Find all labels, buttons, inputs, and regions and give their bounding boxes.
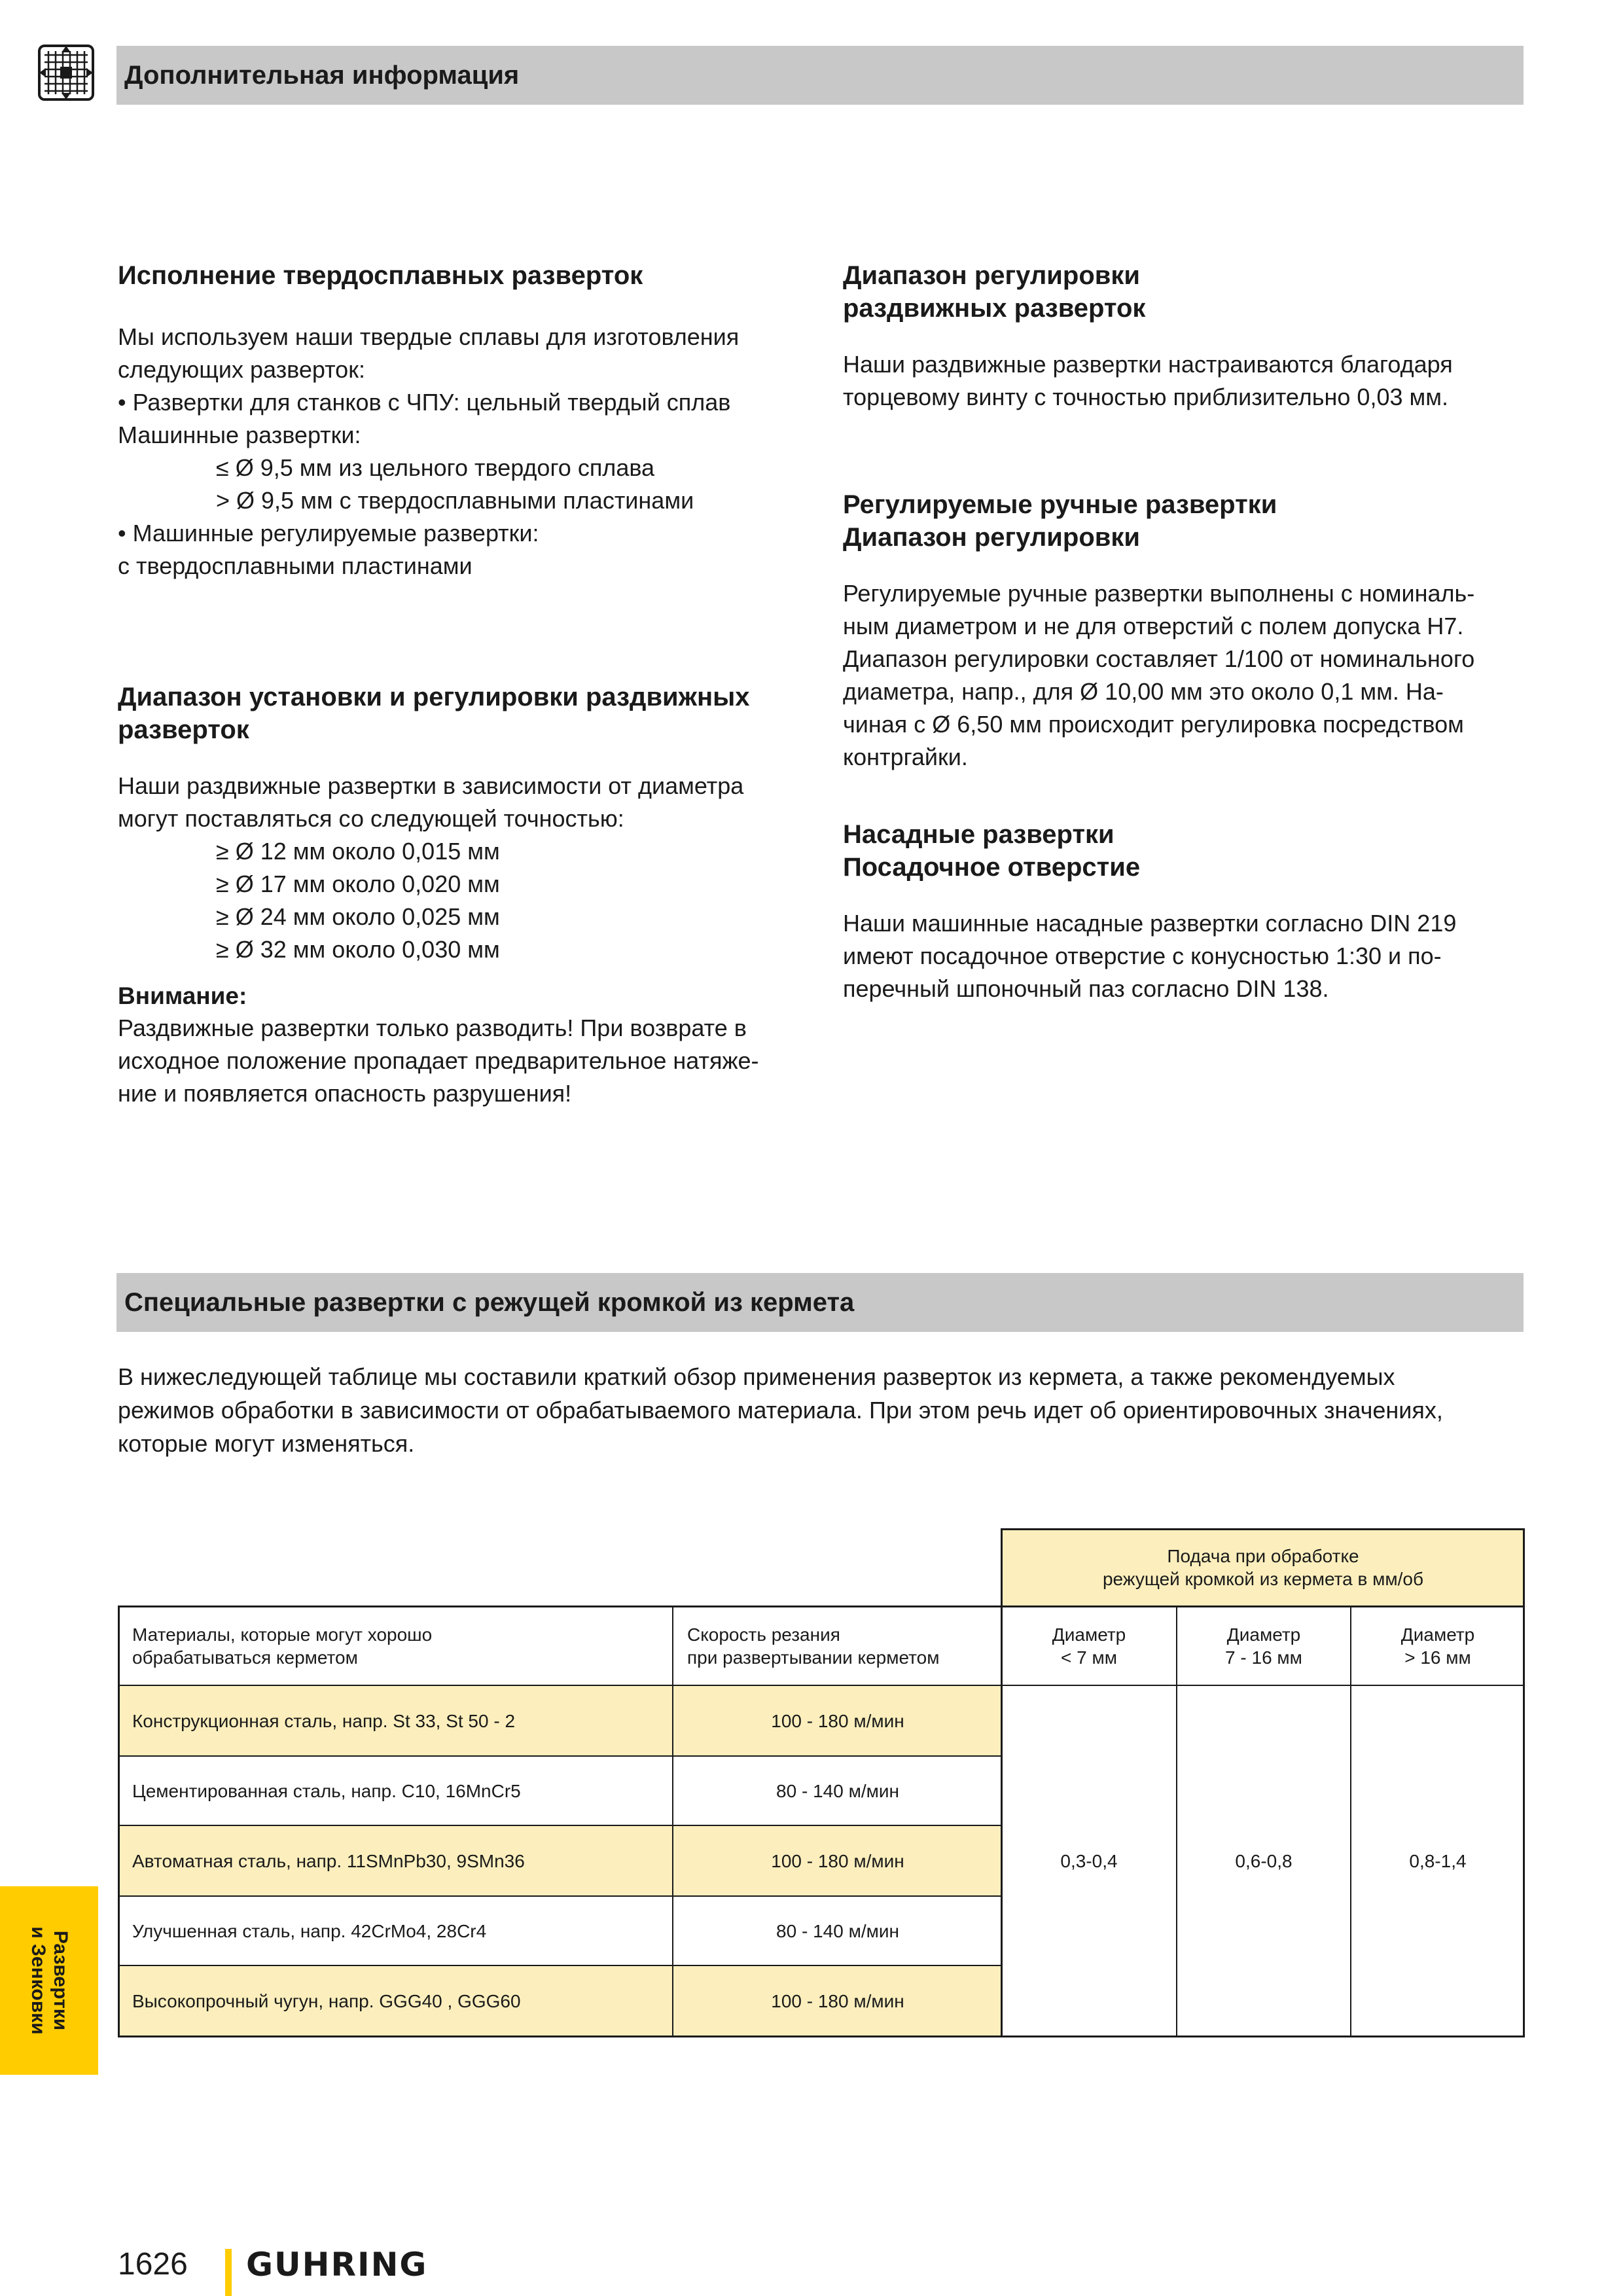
header-line: < 7 мм	[1061, 1647, 1117, 1668]
brand-logo: GUHRING	[246, 2246, 428, 2284]
text-line: могут поставляться со следующей точностью:	[118, 805, 624, 832]
cermet-section-title: Специальные развертки с режущей кромкой из кермета	[124, 1287, 855, 1317]
table-border	[1001, 1528, 1525, 1530]
table-cell-material: Конструкционная сталь, напр. St 33, St 50 - 2	[132, 1710, 516, 1731]
section-heading: Исполнение твердосплавных разверток	[118, 261, 643, 290]
table-cell-speed: 100 - 180 м/мин	[771, 1850, 904, 1871]
table-border	[118, 1605, 120, 2037]
text-line: Наши раздвижные развертки в зависимости от диаметра	[118, 772, 744, 799]
adjustment-range-section	[843, 259, 1537, 414]
table-cell-material: Улучшенная сталь, напр. 42CrMo4, 28Cr4	[132, 1920, 487, 1941]
table-cell-speed: 100 - 180 м/мин	[771, 1990, 904, 2011]
table-border	[1350, 1605, 1351, 2037]
feed-header-line: режущей кромкой из кермета в мм/об	[1102, 1569, 1424, 1589]
feed-value-small: 0,3-0,4	[1060, 1850, 1118, 1871]
text-line: диаметра, напр., для Ø 10,00 мм это около 0,1 мм. На-	[843, 678, 1444, 705]
hand-reamers-section	[843, 488, 1537, 774]
text-line: В нижеследующей таблице мы составили краткий обзор применения разверток из кермета, а также рекомендуемых	[118, 1363, 1395, 1390]
text-line: Диапазон регулировки составляет 1/100 от номинального	[843, 645, 1475, 672]
table-border	[118, 1605, 1525, 1607]
table-border	[118, 2036, 1525, 2037]
table-border	[118, 1895, 1001, 1897]
chapter-side-tab[interactable]	[0, 1886, 98, 2075]
feed-value-large: 0,8-1,4	[1409, 1850, 1467, 1871]
header-line: Скорость резания	[687, 1624, 840, 1645]
section-heading-line: Диапазон регулировки	[843, 523, 1140, 552]
chapter-side-tab-label: Развертки и Зенковки	[27, 1926, 71, 2035]
table-border	[118, 1685, 1525, 1686]
text-line: Наши раздвижные развертки настраиваются благодаря	[843, 351, 1453, 378]
text-line: чиная с Ø 6,50 мм происходит регулировка посредством	[843, 711, 1464, 738]
text-line: с твердосплавными пластинами	[118, 552, 473, 579]
text-line: контргайки.	[843, 744, 968, 770]
header-line: Диаметр	[1052, 1624, 1126, 1645]
text-line: режимов обработки в зависимости от обрабатываемого материала. При этом речь идет об ориентировочных значениях,	[118, 1397, 1443, 1424]
section-heading-line: Насадные развертки	[843, 820, 1115, 849]
shell-reamers-section	[843, 818, 1537, 1005]
text-line: исходное положение пропадает предварительное натяже-	[118, 1047, 759, 1074]
text-line: • Машинные регулируемые развертки:	[118, 520, 539, 547]
section-heading-line: Диапазон регулировки	[843, 261, 1140, 290]
section-heading-line: раздвижных разверток	[843, 294, 1146, 323]
text-line: имеют посадочное отверстие с конусностью 1:30 и по-	[843, 942, 1442, 969]
col-header-speed	[687, 1607, 1001, 1685]
table-cell-speed: 80 - 140 м/мин	[776, 1780, 899, 1801]
table-cell-material: Высокопрочный чугун, напр. GGG40 , GGG60	[132, 1990, 521, 2011]
col-header-diam-small	[1001, 1607, 1177, 1685]
table-border	[118, 1965, 1001, 1966]
page-number: 1626	[118, 2247, 188, 2282]
header-line: при развертывании керметом	[687, 1647, 940, 1668]
text-line: ≥ Ø 32 мм около 0,030 мм	[216, 936, 500, 963]
table-border	[672, 1605, 673, 2037]
table-border	[1523, 1528, 1525, 2037]
text-line: Раздвижные развертки только разводить! При возврате в	[118, 1014, 747, 1041]
table-cell-speed: 100 - 180 м/мин	[771, 1710, 904, 1731]
text-line: торцевому винту с точностью приблизительно 0,03 мм.	[843, 384, 1448, 410]
page-header-bar	[116, 46, 1524, 105]
attention-heading: Внимание:	[118, 982, 247, 1009]
text-line: • Развертки для станков с ЧПУ: цельный твердый сплав	[118, 389, 731, 416]
table-cell-speed: 80 - 140 м/мин	[776, 1920, 899, 1941]
text-line: которые могут изменяться.	[118, 1430, 415, 1457]
text-line: > Ø 9,5 мм с твердосплавными пластинами	[216, 487, 694, 514]
table-cell-material: Цементированная сталь, напр. C10, 16MnCr5	[132, 1780, 521, 1801]
table-border	[1176, 1605, 1177, 2037]
expanding-range-section	[118, 681, 812, 1110]
header-line: Материалы, которые могут хорошо	[132, 1624, 433, 1645]
carbide-reamers-section	[118, 259, 812, 583]
text-line: Наши машинные насадные развертки согласно DIN 219	[843, 910, 1457, 937]
footer-accent-bar	[225, 2249, 232, 2296]
text-line: Мы используем наши твердые сплавы для изготовления	[118, 323, 740, 350]
text-line: перечный шпоночный паз согласно DIN 138.	[843, 975, 1329, 1002]
cermet-section-bar	[116, 1273, 1524, 1332]
grid-logo-icon	[38, 45, 94, 101]
section-heading-line: Регулируемые ручные развертки	[843, 490, 1277, 519]
section-heading-line: Посадочное отверстие	[843, 853, 1141, 882]
text-line: ≥ Ø 17 мм около 0,020 мм	[216, 870, 500, 897]
feed-header-line: Подача при обработке	[1167, 1546, 1359, 1566]
feed-header	[1001, 1528, 1525, 1607]
table-border	[1001, 1528, 1003, 2037]
text-line: Регулируемые ручные развертки выполнены с номиналь-	[843, 580, 1475, 607]
feed-value-mid: 0,6-0,8	[1235, 1850, 1293, 1871]
table-border	[118, 1825, 1001, 1826]
table-border	[118, 1755, 1001, 1757]
text-line: следующих разверток:	[118, 356, 365, 383]
text-line: ≤ Ø 9,5 мм из цельного твердого сплава	[216, 454, 655, 481]
cermet-table	[118, 1528, 1525, 2039]
text-line: ние и появляется опасность разрушения!	[118, 1080, 572, 1107]
text-line: ным диаметром и не для отверстий с полем допуска H7.	[843, 613, 1464, 639]
text-line: Машинные развертки:	[118, 422, 361, 448]
text-line: ≥ Ø 24 мм около 0,025 мм	[216, 903, 500, 930]
header-line: 7 - 16 мм	[1225, 1647, 1302, 1668]
header-line: обрабатываться керметом	[132, 1647, 358, 1668]
section-heading-line: Диапазон установки и регулировки раздвижных	[118, 683, 750, 711]
cermet-intro	[118, 1360, 1525, 1460]
col-header-diam-mid	[1177, 1607, 1351, 1685]
header-line: Диаметр	[1400, 1624, 1475, 1645]
col-header-diam-large	[1351, 1607, 1525, 1685]
header-line: > 16 мм	[1404, 1647, 1471, 1668]
table-cell-material: Автоматная сталь, напр. 11SMnPb30, 9SMn36	[132, 1850, 525, 1871]
header-line: Диаметр	[1226, 1624, 1301, 1645]
page-title: Дополнительная информация	[124, 60, 520, 90]
text-line: ≥ Ø 12 мм около 0,015 мм	[216, 838, 500, 865]
col-header-material	[132, 1607, 669, 1685]
section-heading-line: разверток	[118, 715, 249, 744]
